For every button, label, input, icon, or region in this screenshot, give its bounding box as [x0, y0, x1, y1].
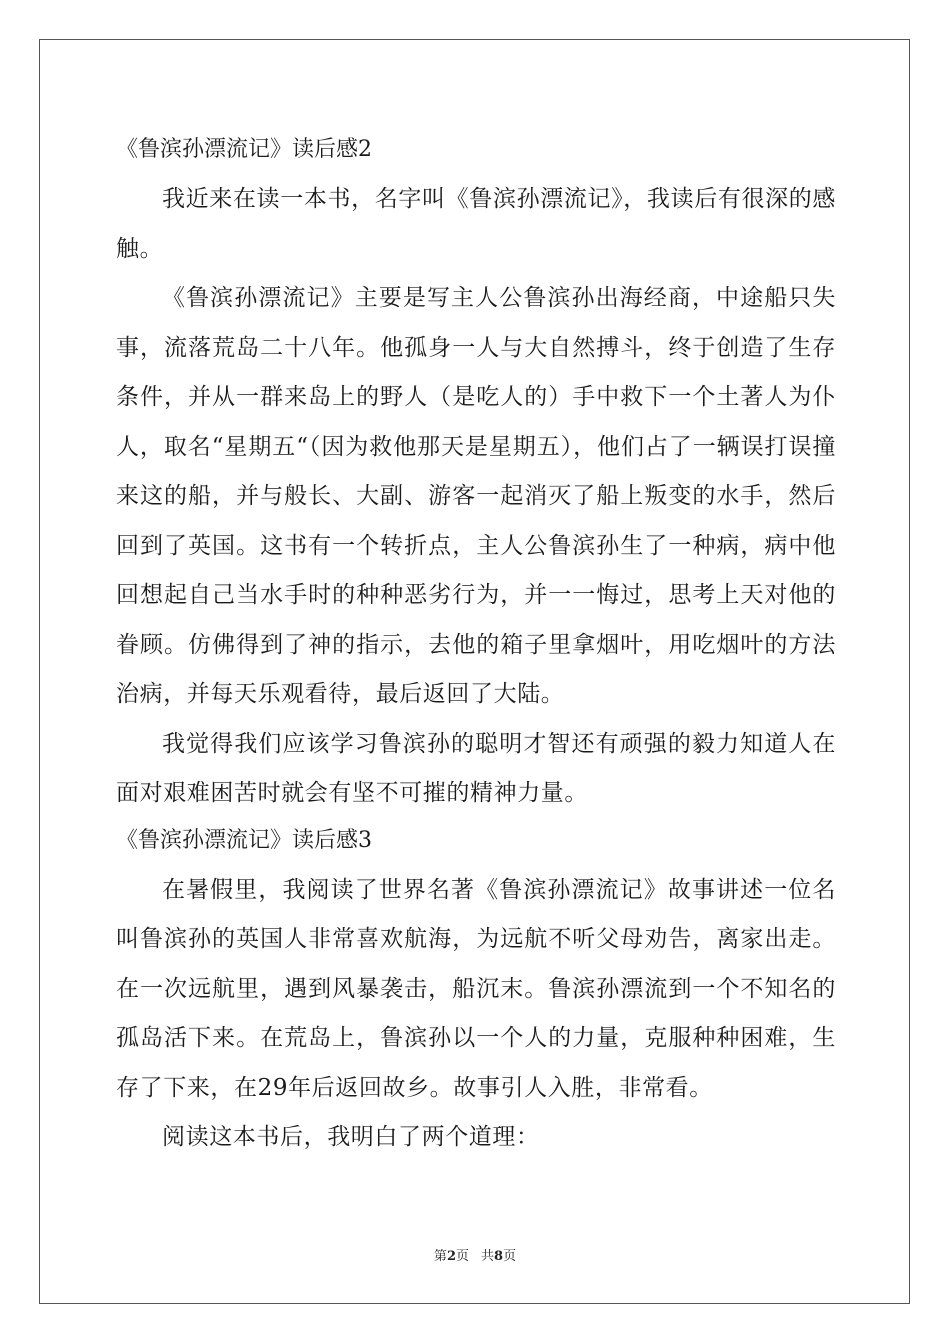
total-suffix: 页 [503, 1249, 517, 1264]
total-pages: 8 [494, 1249, 504, 1264]
document-body [116, 128, 836, 1163]
paragraph: 阅读这本书后，我明白了两个道理： [162, 1124, 540, 1150]
paragraph: 我近来在读一本书，名字叫《鲁滨孙漂流记》，我读后有很深的感触。 [116, 186, 836, 262]
paragraph: 在暑假里，我阅读了世界名著《鲁滨孙漂流记》故事讲述一位名叫鲁滨孙的英国人非常喜欢航海，为远航不听父母劝告，离家出走。在一次远航里，遇到风暴袭击，船沉末。鲁滨孙漂流到一个不知名的孤岛活下来。在荒岛上，鲁滨孙以一个人的力量，克服种种困难，生存了下来，在29年后返回故乡。故事引人入胜，非常看。 [116, 876, 836, 1101]
total-prefix: 共 [481, 1249, 495, 1264]
page-footer [0, 1248, 950, 1266]
page-suffix: 页 [455, 1249, 469, 1264]
section-heading: 《鲁滨孙漂流记》读后感3 [116, 827, 372, 853]
paragraph: 我觉得我们应该学习鲁滨孙的聪明才智还有顽强的毅力知道人在面对艰难困苦时就会有坚不可摧的精神力量。 [116, 730, 836, 806]
page-prefix: 第 [433, 1249, 447, 1264]
paragraph: 《鲁滨孙漂流记》主要是写主人公鲁滨孙出海经商，中途船只失事，流落荒岛二十八年。他孤身一人与大自然搏斗，终于创造了生存条件，并从一群来岛上的野人（是吃人的）手中救下一个土著人为仆人，取名“星期五“（因为救他那天是星期五），他们占了一辆误打误撞来这的船，并与般长、大副、游客一起消灭了船上叛变的水手，然后回到了英国。这书有一个转折点，主人公鲁滨孙生了一种病，病中他回想起自己当水手时的种种恶劣行为，并一一悔过，思考上天对他的眷顾。仿佛得到了神的指示，去他的箱子里拿烟叶，用吃烟叶的方法治病，并每天乐观看待，最后返回了大陆。 [116, 285, 836, 707]
section-heading: 《鲁滨孙漂流记》读后感2 [116, 137, 372, 162]
page-number: 2 [446, 1249, 456, 1264]
